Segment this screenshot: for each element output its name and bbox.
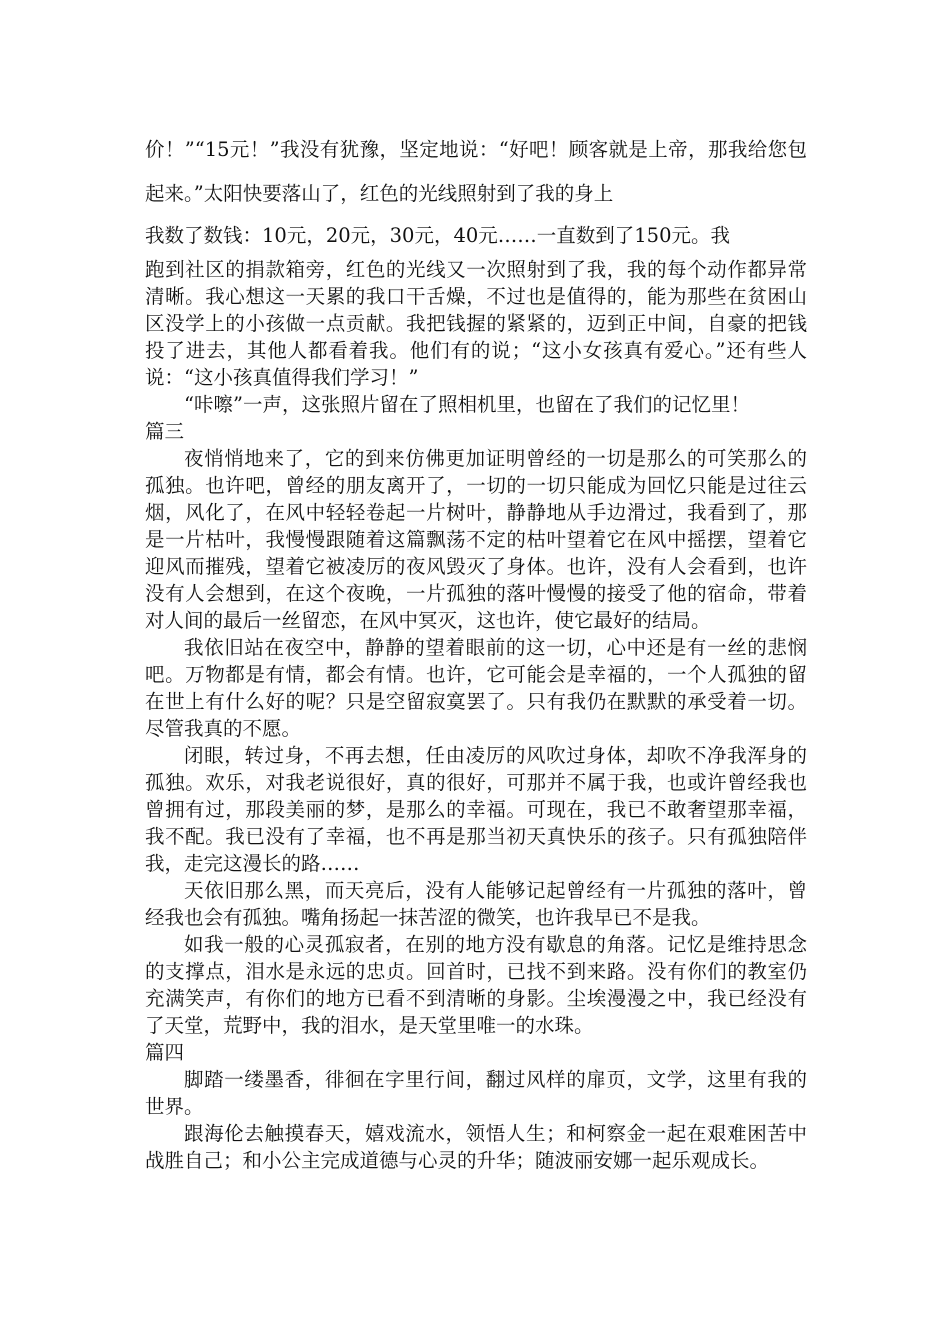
paragraph-counting-money: 我数了数钱：10元，20元，30元，40元……一直数到了150元。我 [145,224,730,247]
paragraph-reading-heroes: 跟海伦去触摸春天，嬉戏流水，领悟人生；和柯察金一起在艰难困苦中战胜自己；和小公主完成道德与心灵的升华；随波丽安娜一起乐观成长。 [145,1122,807,1172]
document-body [145,128,807,1174]
section-heading-4: 篇四 [145,1041,185,1064]
paragraph-dark-sky: 天依旧那么黑，而天亮后，没有人能够记起曾经有一片孤独的落叶，曾经我也会有孤独。嘴角扬起一抹苦涩的微笑，也许我早已不是我。 [145,879,807,929]
paragraph-donation-box: 跑到社区的捐款箱旁，红色的光线又一次照射到了我，我的每个动作都异常清晰。我心想这一天累的我口干舌燥，不过也是值得的，能为那些在贫困山区没学上的小孩做一点贡献。我把钱握的紧紧的，迈到正中间，自豪的把钱投了进去，其他人都看着我。他们有的说；“这小女孩真有爱心。”还有些人说：“这小孩真值得我们学习！” [145,258,807,389]
paragraph-lonely-soul: 如我一般的心灵孤寂者，在别的地方没有歇息的角落。记忆是维持思念的支撑点，泪水是永远的忠贞。回首时，已找不到来路。没有你们的教室仍充满笑声，有你们的地方已看不到清晰的身影。尘埃漫漫之中，我已经没有了天堂，荒野中，我的泪水，是天堂里唯一的水珠。 [145,933,807,1037]
paragraph-price-dialogue: 价！”“15元！”我没有犹豫，坚定地说：“好吧！顾客就是上帝，那我给您包起来。”太阳快要落山了，红色的光线照射到了我的身上 [145,138,807,205]
paragraph-camera-click: “咔嚓”一声，这张照片留在了照相机里，也留在了我们的记忆里！ [184,393,750,416]
paragraph-ink-fragrance: 脚踏一缕墨香，徘徊在字里行间，翻过风样的扉页，文学，这里有我的世界。 [145,1068,807,1118]
paragraph-night-sky: 我依旧站在夜空中，静静的望着眼前的这一切，心中还是有一丝的悲悯吧。万物都是有情，都会有情。也许，它可能会是幸福的，一个人孤独的留在世上有什么好的呢？只是空留寂寞罢了。只有我仍在默默的承受着一切。尽管我真的不愿。 [145,636,807,740]
paragraph-close-eyes: 闭眼，转过身，不再去想，任由凌厉的风吹过身体，却吹不净我浑身的孤独。欢乐，对我老说很好，真的很好，可那并不属于我，也或许曾经我也曾拥有过，那段美丽的梦，是那么的幸福。可现在，我已不敢奢望那幸福，我不配。我已没有了幸福，也不再是那当初天真快乐的孩子。只有孤独陪伴我，走完这漫长的路…… [145,744,807,875]
paragraph-night-falls: 夜悄悄地来了，它的到来仿佛更加证明曾经的一切是那么的可笑那么的孤独。也许吧，曾经的朋友离开了，一切的一切只能成为回忆只能是过往云烟，风化了，在风中轻轻卷起一片树叶，静静地从手边滑过，我看到了，那是一片枯叶，我慢慢跟随着这篇飘荡不定的枯叶望着它在风中摇摆，望着它迎风而摧残，望着它被凌厉的夜风毁灭了身体。也许，没有人会看到，也许没有人会想到，在这个夜晚，一片孤独的落叶慢慢的接受了他的宿命，带着对人间的最后一丝留恋，在风中冥灭，这也许，使它最好的结局。 [145,447,807,632]
section-heading-3: 篇三 [145,420,185,443]
